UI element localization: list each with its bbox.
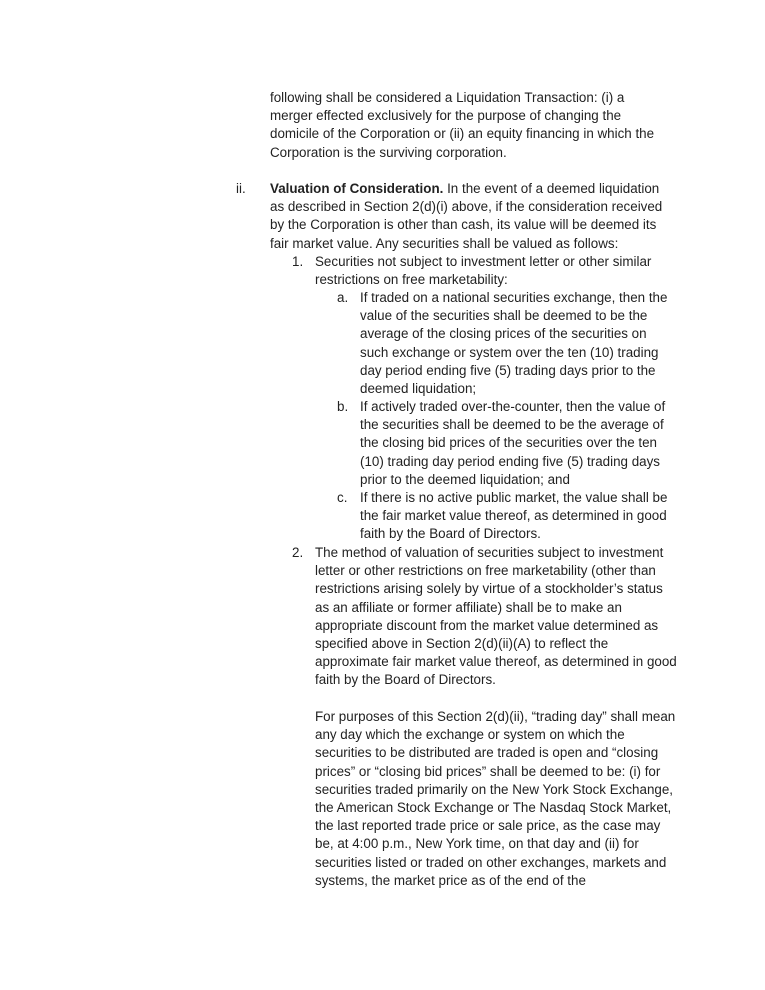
subitem-b [360,398,680,489]
subitem-c-marker: c. [337,490,348,505]
subitem-a-marker: a. [337,290,349,305]
intro-paragraph: following shall be considered a Liquidation Transaction: (i) a merger effected exclusively for the purpose of changing the domicile of the Corporation or (ii) an equity financing in which the Corporation is the surviving corporation. [270,90,655,160]
section-ii-marker: ii. [236,181,246,196]
subitem-b-text: If actively traded over-the-counter, then the value of the securities shall be deemed to be the average of the closing bid prices of the securities over the ten (10) trading day period ending five (5) trading days prior to the deemed liquidation; and [360,399,666,487]
subitem-b-marker: b. [337,399,349,414]
trailing-paragraph: For purposes of this Section 2(d)(ii), “trading day” shall mean any day which the exchange or system on which the securities to be distributed are traded is open and “closing prices” or “closing bid prices” shall be deemed to be: (i) for securities traded primarily on the New York Stock Exchange, the American Stock Exchange or The Nasdaq Stock Market, the last reported trade price or sale price, as the case may be, at 4:00 p.m., New York time, on that day and (ii) for securities listed or traded on other exchanges, markets and systems, the market price as of the end of the [315,709,676,888]
subitem-c [360,489,670,544]
item-2-marker: 2. [292,545,304,560]
item-1-marker: 1. [292,254,304,269]
intro-paragraph-block [270,89,662,162]
item-2 [315,544,677,690]
item-2-text: The method of valuation of securities subject to investment letter or other restrictions on free marketability (other than restrictions arising solely by virtue of a stockholder’s status as an affiliate or former affiliate) shall be to make an appropriate discount from the market value determined as specified above in Section 2(d)(ii)(A) to reflect the approximate fair market value thereof, as determined in good faith by the Board of Directors. [315,545,677,688]
item-1 [315,253,675,289]
subitem-c-text: If there is no active public market, the value shall be the fair market value thereof, as determined in good faith by the Board of Directors. [360,490,668,542]
section-ii-heading: Valuation of Consideration. [270,181,444,196]
section-ii-paragraph [270,180,674,253]
item-1-text: Securities not subject to investment letter or other similar restrictions on free marketability: [315,254,652,288]
subitem-a-text: If traded on a national securities exchange, then the value of the securities shall be deemed to be the average of the closing prices of the securities on such exchange or system over the ten (10) trading day period ending five (5) trading days prior to the deemed liquidation; [360,290,668,397]
subitem-a [360,289,678,398]
trailing-paragraph-block [315,708,677,890]
section-ii-text: In the event of a deemed liquidation as described in Section 2(d)(i) above, if the consideration received by the Corporation is other than cash, its value will be deemed its fair market value. Any securities shall be valued as follows: [270,181,663,251]
